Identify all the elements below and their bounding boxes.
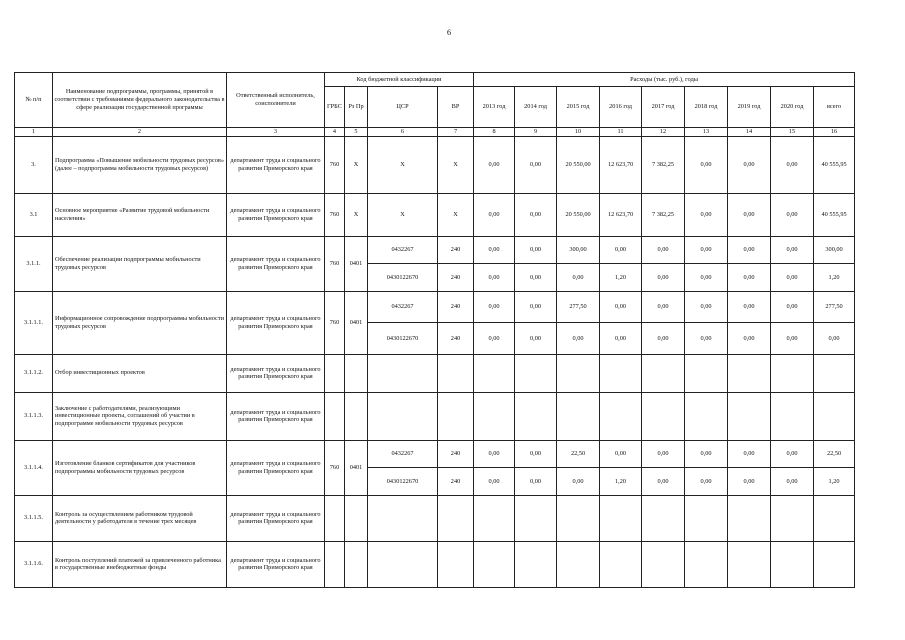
- row-value-line: 0,00: [685, 467, 727, 495]
- row-value: [515, 541, 557, 587]
- row-number: 3.: [15, 136, 53, 193]
- table-row: [15, 495, 855, 541]
- row-vr-line: 240: [450, 450, 461, 458]
- index-cell: 1: [15, 128, 53, 137]
- row-value-line: 0,00: [786, 450, 798, 458]
- row-value: [557, 193, 600, 236]
- row-value: [814, 392, 855, 440]
- header-responsible: Ответственный исполнитель, соисполнители: [227, 73, 325, 128]
- row-value-line: 0,00: [488, 246, 500, 254]
- row-value-line: 0,00: [474, 467, 514, 495]
- row-value-line: 0,00: [615, 303, 627, 311]
- row-value-line: 1,20: [814, 467, 854, 495]
- index-cell: 10: [557, 128, 600, 137]
- row-number: 3.1: [15, 193, 53, 236]
- index-cell: 7: [438, 128, 474, 137]
- row-rzpr: [345, 354, 368, 392]
- row-value: [557, 136, 600, 193]
- row-value-line: 0,00: [474, 322, 514, 354]
- row-grbs: 760: [325, 440, 345, 495]
- row-value-line: 7 382,25: [652, 210, 675, 218]
- row-grbs: 760: [325, 136, 345, 193]
- row-value: [557, 541, 600, 587]
- row-value: [600, 541, 642, 587]
- row-responsible: департамент труда и социального развития Приморского края: [227, 193, 325, 236]
- row-value: [728, 291, 771, 354]
- row-value: [474, 291, 515, 354]
- row-value-line: 0,00: [700, 210, 712, 218]
- row-value-line: 0,00: [700, 303, 712, 311]
- row-name: Подпрограмма «Повышение мобильности трудовых ресурсов» (далее – подпрограмма мобильности трудовых ресурсов): [53, 136, 227, 193]
- row-number: 3.1.1.1.: [15, 291, 53, 354]
- table-row: [15, 541, 855, 587]
- row-value-line: 300,00: [825, 246, 843, 254]
- index-cell: 9: [515, 128, 557, 137]
- row-vr: [438, 291, 474, 354]
- row-vr-line: Х: [453, 210, 458, 218]
- row-value-line: 0,00: [642, 263, 684, 291]
- row-value: [642, 495, 685, 541]
- row-value: [814, 136, 855, 193]
- row-value: [685, 136, 728, 193]
- row-value-line: 0,00: [530, 160, 542, 168]
- row-value: [515, 495, 557, 541]
- row-vr-line: 240: [450, 246, 461, 254]
- row-responsible: департамент труда и социального развития Приморского края: [227, 236, 325, 291]
- row-vr-line: 240: [438, 263, 473, 291]
- row-value: [474, 354, 515, 392]
- row-value: [557, 440, 600, 495]
- row-csr: [368, 541, 438, 587]
- row-value: [515, 236, 557, 291]
- row-csr-line: Х: [400, 210, 405, 218]
- row-value-line: 0,00: [615, 450, 627, 458]
- row-value: [642, 392, 685, 440]
- row-value: [557, 495, 600, 541]
- row-value-line: 0,00: [530, 303, 542, 311]
- row-grbs: 760: [325, 193, 345, 236]
- row-value-line: 0,00: [515, 322, 556, 354]
- row-value-line: 0,00: [786, 160, 798, 168]
- row-vr: [438, 440, 474, 495]
- row-rzpr: [345, 541, 368, 587]
- row-value-line: 0,00: [814, 322, 854, 354]
- row-value-line: 0,00: [743, 210, 755, 218]
- row-rzpr: [345, 495, 368, 541]
- row-vr: [438, 136, 474, 193]
- header-total: всего: [814, 87, 855, 128]
- row-grbs: 760: [325, 236, 345, 291]
- row-name: Изготовление бланков сертификатов для участников подпрограммы мобильности трудовых ресурсов: [53, 440, 227, 495]
- row-value-line: 0,00: [771, 263, 813, 291]
- row-name: Информационное сопровождение подпрограммы мобильности трудовых ресурсов: [53, 291, 227, 354]
- row-value: [557, 354, 600, 392]
- row-csr-line: Х: [400, 160, 405, 168]
- header-year: 2015 год: [557, 87, 600, 128]
- row-value: [515, 291, 557, 354]
- row-csr-line: 0432267: [391, 246, 414, 254]
- row-grbs: 760: [325, 291, 345, 354]
- row-vr-line: 240: [438, 322, 473, 354]
- row-value-line: 0,00: [557, 322, 599, 354]
- row-value-line: 12 623,70: [607, 210, 634, 218]
- row-name: Контроль поступлений платежей за привлеченного работника в государственные внебюджетные фонды: [53, 541, 227, 587]
- row-value: [685, 440, 728, 495]
- row-csr: [368, 291, 438, 354]
- row-csr-line: 0430122670: [368, 322, 437, 354]
- row-value: [814, 291, 855, 354]
- header-vr: ВР: [438, 87, 474, 128]
- row-value-line: 277,50: [825, 303, 843, 311]
- header-year: 2016 год: [600, 87, 642, 128]
- row-value: [771, 440, 814, 495]
- row-value: [474, 495, 515, 541]
- row-value: [642, 354, 685, 392]
- row-rzpr: 0401: [345, 291, 368, 354]
- header-year: 2014 год: [515, 87, 557, 128]
- row-value-line: 0,00: [700, 246, 712, 254]
- row-responsible: департамент труда и социального развития Приморского края: [227, 291, 325, 354]
- page-number: 6: [447, 28, 451, 37]
- row-csr: [368, 354, 438, 392]
- row-grbs: [325, 392, 345, 440]
- row-value-line: 0,00: [700, 450, 712, 458]
- row-value-line: 0,00: [657, 246, 669, 254]
- row-vr: [438, 193, 474, 236]
- table-body: [15, 136, 855, 587]
- row-value: [814, 193, 855, 236]
- row-value: [600, 193, 642, 236]
- row-csr-line: 0430122670: [368, 467, 437, 495]
- header-year: 2018 год: [685, 87, 728, 128]
- row-csr: [368, 193, 438, 236]
- row-value: [474, 392, 515, 440]
- row-value: [474, 541, 515, 587]
- row-number: 3.1.1.4.: [15, 440, 53, 495]
- row-value: [642, 440, 685, 495]
- row-value: [728, 440, 771, 495]
- row-value: [600, 236, 642, 291]
- index-cell: 6: [368, 128, 438, 137]
- index-cell: 13: [685, 128, 728, 137]
- row-value: [728, 236, 771, 291]
- row-value-line: 0,00: [488, 210, 500, 218]
- row-responsible: департамент труда и социального развития Приморского края: [227, 354, 325, 392]
- row-value: [600, 392, 642, 440]
- row-rzpr: [345, 392, 368, 440]
- row-value: [771, 495, 814, 541]
- row-value: [600, 136, 642, 193]
- row-number: 3.1.1.: [15, 236, 53, 291]
- row-value: [642, 236, 685, 291]
- row-name: Отбор инвестиционных проектов: [53, 354, 227, 392]
- row-value-line: 0,00: [615, 246, 627, 254]
- row-vr: [438, 541, 474, 587]
- row-rzpr: Х: [345, 136, 368, 193]
- row-value-line: 0,00: [786, 210, 798, 218]
- row-vr-line: Х: [453, 160, 458, 168]
- row-value: [771, 541, 814, 587]
- row-value: [814, 440, 855, 495]
- row-value-line: 0,00: [515, 467, 556, 495]
- row-value: [771, 291, 814, 354]
- row-value-line: 0,00: [743, 160, 755, 168]
- row-value: [685, 541, 728, 587]
- row-responsible: департамент труда и социального развития Приморского края: [227, 136, 325, 193]
- row-value: [515, 392, 557, 440]
- row-value-line: 0,00: [488, 160, 500, 168]
- row-grbs: [325, 354, 345, 392]
- row-value: [642, 291, 685, 354]
- row-rzpr: 0401: [345, 440, 368, 495]
- row-vr-line: 240: [450, 303, 461, 311]
- row-value-line: 0,00: [728, 263, 770, 291]
- header-name: Наименование подпрограммы, программы, принятой в соответствии с требованиями федерального законодательства в сфере реализации государственной программы: [53, 73, 227, 128]
- row-value-line: 1,20: [600, 467, 641, 495]
- row-value-line: 20 550,00: [565, 160, 591, 168]
- row-name: Основное мероприятие «Развитие трудовой мобильности населения»: [53, 193, 227, 236]
- header-csr: ЦСР: [368, 87, 438, 128]
- row-responsible: департамент труда и социального развития Приморского края: [227, 495, 325, 541]
- row-grbs: [325, 541, 345, 587]
- row-value: [728, 136, 771, 193]
- row-value-line: 0,00: [474, 263, 514, 291]
- row-value-line: 0,00: [771, 322, 813, 354]
- row-value: [728, 495, 771, 541]
- index-cell: 14: [728, 128, 771, 137]
- row-value: [515, 354, 557, 392]
- row-value-line: 0,00: [786, 303, 798, 311]
- row-value: [771, 392, 814, 440]
- row-csr-line: 0430122670: [368, 263, 437, 291]
- table-row: [15, 193, 855, 236]
- table-row: [15, 291, 855, 354]
- row-value-line: 0,00: [642, 322, 684, 354]
- row-value: [474, 136, 515, 193]
- row-value-line: 20 550,00: [565, 210, 591, 218]
- row-value: [557, 392, 600, 440]
- row-value-line: 0,00: [728, 467, 770, 495]
- row-value-line: 0,00: [657, 303, 669, 311]
- row-value-line: 22,50: [826, 450, 842, 458]
- row-value: [685, 193, 728, 236]
- row-value: [728, 193, 771, 236]
- index-cell: 12: [642, 128, 685, 137]
- row-value: [515, 193, 557, 236]
- row-number: 3.1.1.6.: [15, 541, 53, 587]
- index-cell: 4: [325, 128, 345, 137]
- row-vr: [438, 354, 474, 392]
- row-value: [557, 236, 600, 291]
- header-num: № п/п: [15, 73, 53, 128]
- index-cell: 8: [474, 128, 515, 137]
- row-value-line: 0,00: [700, 160, 712, 168]
- row-responsible: департамент труда и социального развития Приморского края: [227, 392, 325, 440]
- header-rzpr: Рз Пр: [345, 87, 368, 128]
- row-value-line: 0,00: [786, 246, 798, 254]
- row-value: [728, 354, 771, 392]
- row-value-line: 0,00: [515, 263, 556, 291]
- row-value: [600, 440, 642, 495]
- row-rzpr: 0401: [345, 236, 368, 291]
- row-value: [685, 291, 728, 354]
- row-value: [515, 136, 557, 193]
- header-grbs: ГРБС: [325, 87, 345, 128]
- row-vr: [438, 236, 474, 291]
- row-value-line: 0,00: [771, 467, 813, 495]
- row-value-line: 40 555,95: [821, 210, 847, 218]
- index-cell: 2: [53, 128, 227, 137]
- header-year: 2017 год: [642, 87, 685, 128]
- row-responsible: департамент труда и социального развития Приморского края: [227, 541, 325, 587]
- row-value-line: 0,00: [530, 246, 542, 254]
- table-row: [15, 354, 855, 392]
- row-value: [771, 236, 814, 291]
- row-value: [474, 193, 515, 236]
- row-value-line: 0,00: [530, 210, 542, 218]
- row-value: [728, 392, 771, 440]
- row-value-line: 0,00: [557, 467, 599, 495]
- row-value-line: 0,00: [657, 450, 669, 458]
- row-value-line: 0,00: [600, 322, 641, 354]
- row-name: Контроль за осуществлением работником трудовой деятельности у работодателя в течение трех месяцев: [53, 495, 227, 541]
- index-cell: 11: [600, 128, 642, 137]
- index-cell: 3: [227, 128, 325, 137]
- row-value: [474, 440, 515, 495]
- row-value-line: 0,00: [530, 450, 542, 458]
- row-value-line: 40 555,95: [821, 160, 847, 168]
- header-expenses-group: Расходы (тыс. руб.), годы: [474, 73, 855, 87]
- row-responsible: департамент труда и социального развития Приморского края: [227, 440, 325, 495]
- table-header: [15, 73, 855, 137]
- row-value: [685, 236, 728, 291]
- row-value: [642, 541, 685, 587]
- header-year: 2013 год: [474, 87, 515, 128]
- row-value-line: 0,00: [488, 450, 500, 458]
- row-csr: [368, 495, 438, 541]
- row-value: [728, 541, 771, 587]
- index-cell: 5: [345, 128, 368, 137]
- row-value-line: 0,00: [557, 263, 599, 291]
- row-value-line: 0,00: [488, 303, 500, 311]
- row-value: [685, 392, 728, 440]
- header-year: 2020 год: [771, 87, 814, 128]
- row-csr-line: 0432267: [391, 450, 414, 458]
- row-value: [600, 291, 642, 354]
- row-grbs: [325, 495, 345, 541]
- row-value-line: 0,00: [743, 450, 755, 458]
- row-value-line: 0,00: [642, 467, 684, 495]
- row-vr: [438, 495, 474, 541]
- row-value: [642, 136, 685, 193]
- row-number: 3.1.1.3.: [15, 392, 53, 440]
- expenses-table: [14, 72, 855, 588]
- row-csr-line: 0432267: [391, 303, 414, 311]
- row-value-line: 0,00: [743, 246, 755, 254]
- row-value-line: 1,20: [814, 263, 854, 291]
- row-csr: [368, 440, 438, 495]
- row-value: [474, 236, 515, 291]
- row-value: [771, 354, 814, 392]
- row-csr: [368, 392, 438, 440]
- row-value: [814, 236, 855, 291]
- row-value: [557, 291, 600, 354]
- row-value-line: 277,50: [569, 303, 587, 311]
- row-value-line: 0,00: [685, 322, 727, 354]
- table-row: [15, 440, 855, 495]
- row-value: [642, 193, 685, 236]
- row-number: 3.1.1.5.: [15, 495, 53, 541]
- row-csr: [368, 136, 438, 193]
- row-number: 3.1.1.2.: [15, 354, 53, 392]
- row-value: [600, 354, 642, 392]
- row-value: [515, 440, 557, 495]
- row-value: [814, 495, 855, 541]
- row-name: Обеспечение реализации подпрограммы мобильности трудовых ресурсов: [53, 236, 227, 291]
- row-value: [814, 354, 855, 392]
- row-value: [685, 354, 728, 392]
- row-csr: [368, 236, 438, 291]
- table-row: [15, 236, 855, 291]
- index-cell: 16: [814, 128, 855, 137]
- row-value: [685, 495, 728, 541]
- row-value-line: 0,00: [728, 322, 770, 354]
- row-value: [771, 136, 814, 193]
- row-value-line: 1,20: [600, 263, 641, 291]
- row-value-line: 0,00: [685, 263, 727, 291]
- header-budget-group: Код бюджетной классификации: [325, 73, 474, 87]
- index-cell: 15: [771, 128, 814, 137]
- row-name: Заключение с работодателями, реализующими инвестиционные проекты, соглашений об участии в подпрограмме мобильности трудовых ресурсов: [53, 392, 227, 440]
- row-value-line: 12 623,70: [607, 160, 634, 168]
- table-row: [15, 392, 855, 440]
- row-value: [771, 193, 814, 236]
- row-vr-line: 240: [438, 467, 473, 495]
- row-value: [814, 541, 855, 587]
- row-vr: [438, 392, 474, 440]
- row-value-line: 22,50: [570, 450, 586, 458]
- row-value-line: 7 382,25: [652, 160, 675, 168]
- row-rzpr: Х: [345, 193, 368, 236]
- table-row: [15, 136, 855, 193]
- row-value-line: 300,00: [569, 246, 587, 254]
- row-value-line: 0,00: [743, 303, 755, 311]
- header-year: 2019 год: [728, 87, 771, 128]
- row-value: [600, 495, 642, 541]
